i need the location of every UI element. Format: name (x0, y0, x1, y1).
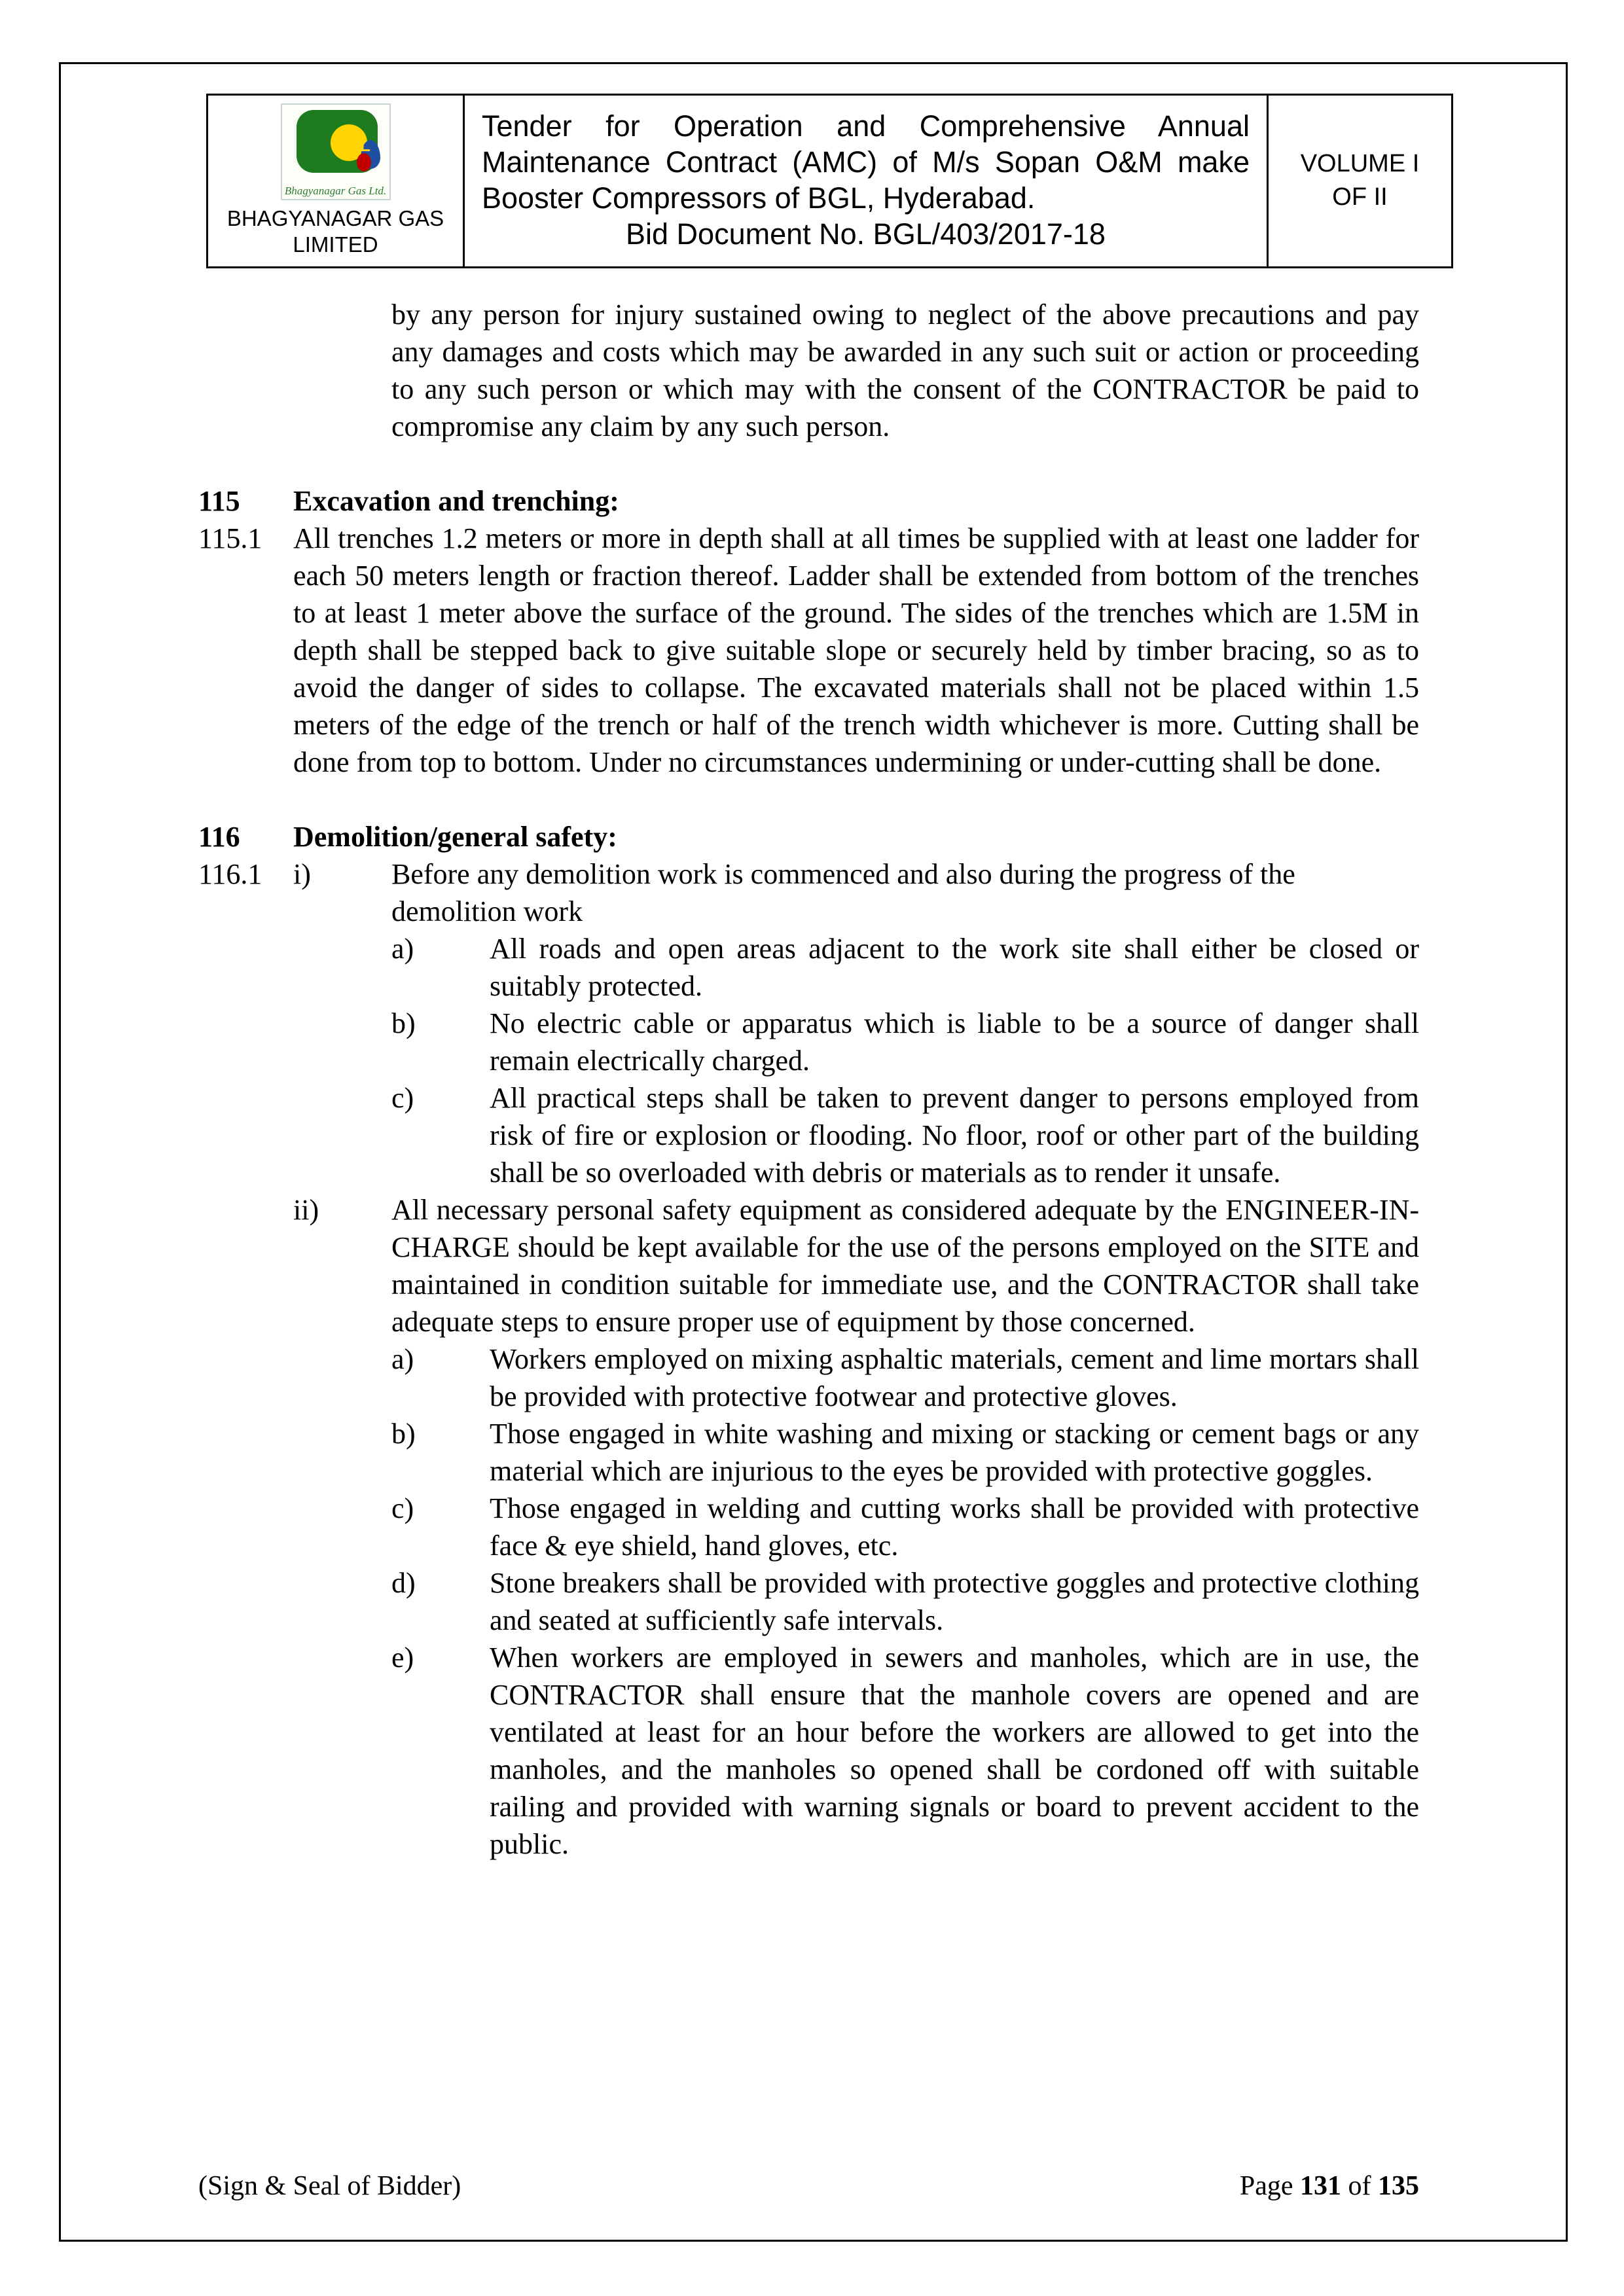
item-ii-head (293, 1191, 1419, 1340)
subitem-ii-a-label: a) (391, 1342, 414, 1375)
clause-115-1-text: All trenches 1.2 meters or more in depth shall at all times be supplied with at least one ladder for each 50 meters length or fraction thereof. Ladder shall be extended from bottom of the trenches to at least 1 meter above the surface of the ground. The sides of the trenches which are 1.5M in depth shall be stepped back to give suitable slope or securely held by timber bracing, so as to avoid the danger of sides to collapse. The excavated materials shall not be placed within 1.5 meters of the edge of the trench or half of the trench width whichever is more. Cutting shall be done from top to bottom. Under no circumstances undermining or under-cutting shall be done. (293, 522, 1419, 778)
subitem-i-c (391, 1079, 1419, 1191)
org-name-line1: BHAGYANAGAR GAS (226, 206, 444, 230)
logo-caption: Bhagyanagar Gas Ltd. (284, 185, 387, 197)
subitem-ii-d-label: d) (391, 1566, 416, 1599)
subitem-ii-c-text: Those engaged in welding and cutting works shall be provided with protective face & eye shield, hand gloves, etc. (490, 1492, 1419, 1562)
section-116-title: Demolition/general safety: (293, 820, 617, 853)
item-i-head (293, 855, 1419, 930)
subitem-i-c-label: c) (391, 1081, 414, 1114)
org-name-line2: LIMITED (293, 232, 378, 257)
bid-document-number: Bid Document No. BGL/403/2017-18 (626, 217, 1106, 251)
sign-seal-note: (Sign & Seal of Bidder) (198, 2171, 461, 2201)
subitem-i-b-label: b) (391, 1007, 416, 1039)
item-i-subitems (391, 930, 1419, 1191)
org-name (215, 206, 456, 259)
item-i-text: Before any demolition work is commenced and also during the progress of the demolition work (391, 857, 1295, 927)
continuation-paragraph: by any person for injury sustained owing to neglect of the above precautions and pay any damages and costs which may be awarded in any such suit or action or proceeding to any such person or which may with the consent of the CONTRACTOR be paid to compromise any claim by any such person. (391, 298, 1419, 442)
subitem-ii-a-text: Workers employed on mixing asphaltic materials, cement and lime mortars shall be provided with protective footwear and protective gloves. (490, 1342, 1419, 1412)
clause-115-1-number: 115.1 (198, 522, 262, 554)
volume-cell (1268, 95, 1453, 268)
document-content (198, 296, 1419, 1863)
bgl-logo (281, 103, 391, 200)
page-footer (198, 2170, 1419, 2202)
page-border (59, 62, 1568, 2242)
item-i (293, 855, 1419, 1191)
subitem-ii-d-text: Stone breakers shall be provided with protective goggles and protective clothing and seated at sufficiently safe intervals. (490, 1566, 1419, 1636)
subitem-ii-e-label: e) (391, 1641, 414, 1674)
volume-line1: VOLUME I (1300, 149, 1420, 177)
page-total: 135 (1378, 2171, 1419, 2201)
subitem-ii-b (391, 1415, 1419, 1490)
section-115-number: 115 (198, 484, 240, 517)
spacer (198, 445, 1419, 482)
section-115-title: Excavation and trenching: (293, 484, 619, 517)
title-cell (464, 95, 1268, 268)
page-of: of (1348, 2171, 1371, 2201)
item-i-label: i) (293, 857, 311, 890)
section-115-heading (198, 482, 1419, 520)
subitem-ii-b-label: b) (391, 1417, 416, 1450)
subitem-ii-e-text: When workers are employed in sewers and manholes, which are in use, the CONTRACTOR shall ensure that the manhole covers are opened and are ventilated at least for an hour before the workers are allowed to get into the manholes, and the manholes so opened shall be cordoned off with suitable railing and provided with warning signals or board to prevent accident to the public. (490, 1641, 1419, 1860)
section-116-heading (198, 818, 1419, 855)
clause-115-1 (198, 520, 1419, 781)
item-ii-text: All necessary personal safety equipment as considered adequate by the ENGINEER-IN-CHARGE should be kept available for the use of the persons employed on the SITE and maintained in condition suitable for immediate use, and the CONTRACTOR shall take adequate steps to ensure proper use of equipment by those concerned. (391, 1193, 1419, 1338)
item-ii-subitems (391, 1340, 1419, 1863)
item-ii (293, 1191, 1419, 1863)
logo-flame-red-shape (357, 153, 371, 171)
clause-116-1-body (293, 855, 1419, 1863)
section-116-number: 116 (198, 820, 240, 853)
document-title: Tender for Operation and Comprehensive Annual Maintenance Contract (AMC) of M/s Sopan O&M make Booster Compressors of BGL, Hyderabad. (482, 109, 1250, 215)
logo-cell (208, 95, 464, 268)
subitem-ii-a (391, 1340, 1419, 1415)
item-ii-label: ii) (293, 1193, 319, 1226)
subitem-i-b-text: No electric cable or apparatus which is liable to be a source of danger shall remain electrically charged. (490, 1007, 1419, 1077)
page-number (1240, 2170, 1419, 2202)
subitem-ii-e (391, 1639, 1419, 1863)
volume-line2: OF II (1332, 183, 1388, 211)
subitem-ii-d (391, 1564, 1419, 1639)
page-label: Page (1239, 2171, 1293, 2201)
subitem-i-b (391, 1005, 1419, 1079)
header-table (206, 94, 1453, 268)
spacer (198, 781, 1419, 818)
subitem-i-a-text: All roads and open areas adjacent to the work site shall either be closed or suitably protected. (490, 932, 1419, 1002)
clause-116-1-number: 116.1 (198, 857, 262, 890)
subitem-ii-c (391, 1490, 1419, 1564)
page-current: 131 (1300, 2171, 1341, 2201)
logo-emblem-shape (297, 110, 378, 173)
subitem-ii-c-label: c) (391, 1492, 414, 1524)
logo-monogram: BGL (332, 135, 372, 155)
subitem-ii-b-text: Those engaged in white washing and mixing or stacking or cement bags or any material which are injurious to the eyes be provided with protective goggles. (490, 1417, 1419, 1487)
subitem-i-a-label: a) (391, 932, 414, 965)
subitem-i-a (391, 930, 1419, 1005)
subitem-i-c-text: All practical steps shall be taken to prevent danger to persons employed from risk of fire or explosion or flooding. No floor, roof or other part of the building shall be so overloaded with debris or materials as to render it unsafe. (490, 1081, 1419, 1189)
clause-116-1 (198, 855, 1419, 1863)
